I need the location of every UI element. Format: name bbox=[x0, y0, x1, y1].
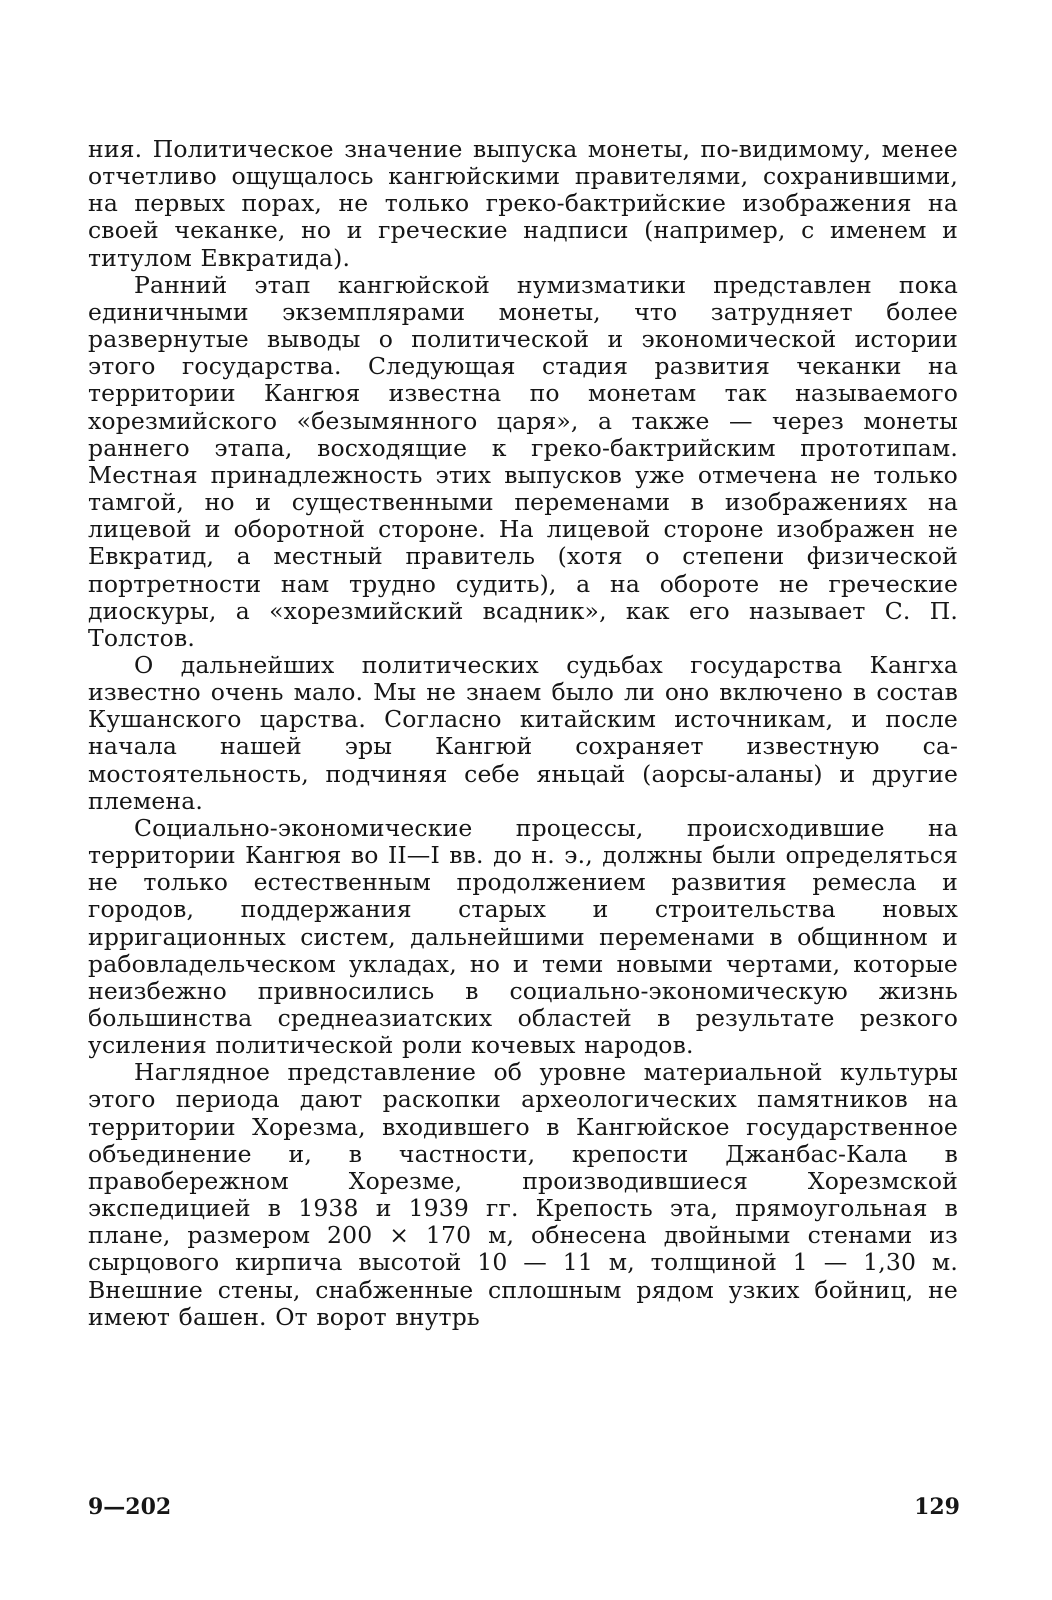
page-body bbox=[88, 136, 958, 1331]
page-number: 129 bbox=[914, 1494, 960, 1520]
printer-signature: 9—202 bbox=[88, 1494, 172, 1520]
paragraph-3: О дальнейших политических судьбах государства Кангха известно очень мало. Мы не знаем было ли оно включено в состав Кушанского царства. Согласно китайским источникам, и после начала нашей эры Кангюй сохраняет известную самостоятельность, подчиняя себе яньцай (аорсы-аланы) и другие племена. bbox=[88, 650, 958, 815]
page-footer bbox=[88, 1494, 960, 1526]
paragraph-2: Ранний этап кангюйской нумизматики представлен пока единичными экземплярами монеты, что затрудняет более развернутые выводы о политической и экономической истории этого государства. Следующая стадия развития чеканки на территории Кангюя известна по монетам так называемого хорезмийского «безымянного царя», а также — через монеты раннего этапа, восходящие к греко-бактрийским прототипам. Местная принадлежность этих выпусков уже отмечена не только тамгой, но и существенными переменами в изображениях на лицевой и оборотной стороне. На лицевой стороне изображен не Евкратид, а местный правитель (хотя о степени физической портретности нам трудно судить), а на обороте не греческие диоскуры, а «хорезмийский всадник», как его называет С. П. Толстов. bbox=[88, 270, 958, 652]
paragraph-1: ния. Политическое значение выпуска монеты, по-видимому, менее отчетливо ощущалось кангюйскими правителями, сохранившими, на первых порах, не только греко-бактрийские изображения на своей чеканке, но и греческие надписи (например, с именем и титулом Евкратида). bbox=[88, 135, 958, 272]
paragraph-4: Социально-экономические процессы, происходившие на территории Кангюя во II—I вв. до н. э., должны были определяться не только естественным продолжением развития ремесла и городов, поддержания старых и строительства новых ирригационных систем, дальнейшими переменами в общинном и рабовладельческом укладах, но и теми новыми чертами, которые неизбежно привносились в социально-экономическую жизнь большинства среднеазиатских областей в результате резкого усиления политической роли кочевых народов. bbox=[88, 813, 958, 1060]
paragraph-5: Наглядное представление об уровне материальной культуры этого периода дают раскопки археологических памятников на территории Хорезма, входившего в Кангюйское государственное объединение и, в частности, крепости Джанбас-Кала в правобережном Хорезме, производившиеся Хорезмской экспедицией в 1938 и 1939 гг. Крепость эта, прямоугольная в плане, размером 200 × 170 м, обнесена двойными стенами из сырцового кирпича высотой 10 — 11 м, толщиной 1 — 1,30 м. Внешние стены, снабженные сплошным рядом узких бойниц, не имеют башен. От ворот внутрь bbox=[88, 1058, 958, 1331]
